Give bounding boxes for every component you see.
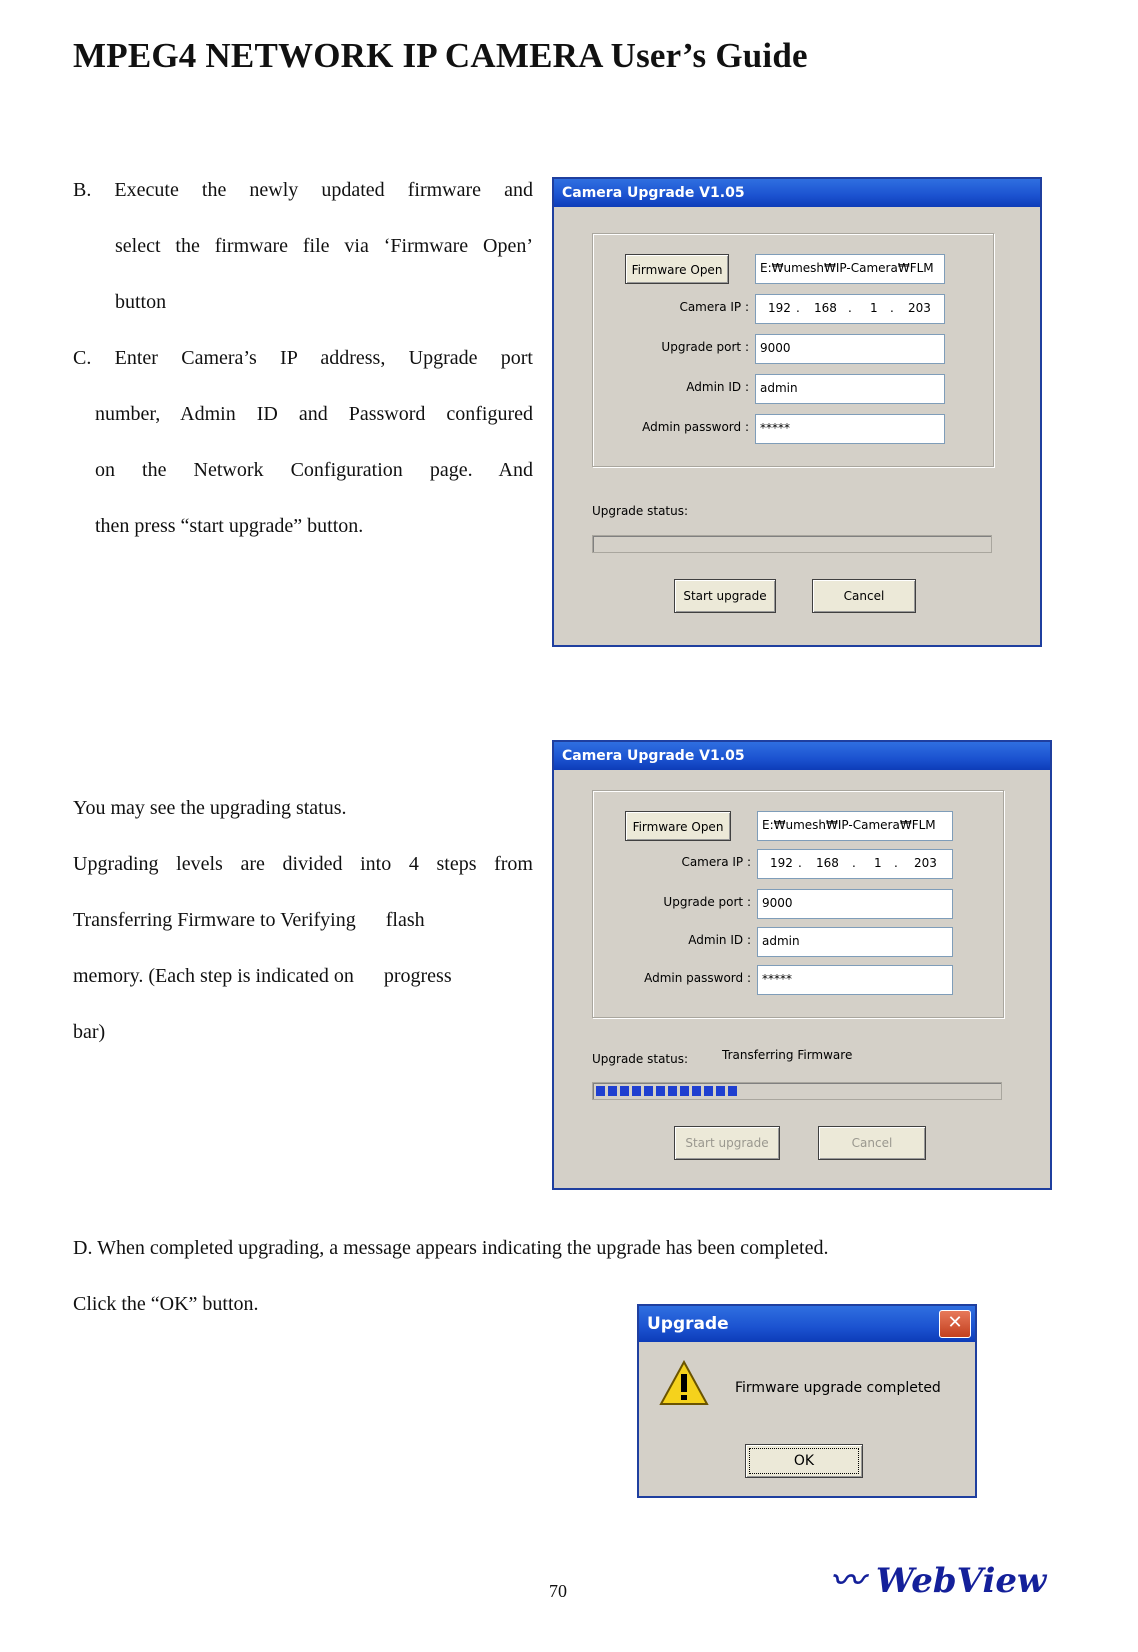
ok-button[interactable]: OK bbox=[745, 1444, 863, 1478]
page-number: 70 bbox=[549, 1581, 567, 1601]
step-d-line-1: D. When completed upgrading, a message appears indicating the upgrade has been completed. bbox=[73, 1237, 829, 1259]
upgrade-port-label-2: Upgrade port : bbox=[663, 895, 751, 909]
ip-octet-3-2: 1 bbox=[874, 856, 882, 870]
logo-text: WebView bbox=[875, 1561, 1047, 1601]
admin-password-label: Admin password : bbox=[642, 420, 749, 434]
camera-ip-label-2: Camera IP : bbox=[681, 855, 751, 869]
upgrade-complete-dialog bbox=[637, 1304, 977, 1498]
cancel-button[interactable]: Cancel bbox=[812, 579, 916, 613]
admin-password-label-2: Admin password : bbox=[644, 971, 751, 985]
warning-icon bbox=[659, 1360, 709, 1406]
step-c-line-2: number, Admin ID and Password configured bbox=[95, 403, 533, 425]
ip-octet-4: 203 bbox=[908, 301, 931, 315]
status-line-4: memory. (Each step is indicated on progress bbox=[73, 965, 452, 987]
status-line-3: Transferring Firmware to Verifying flash bbox=[73, 909, 425, 931]
step-b-line-1: B. Execute the newly updated firmware and bbox=[73, 179, 533, 201]
ip-octet-2: 168 bbox=[814, 301, 837, 315]
upgrade-status-label-2: Upgrade status: bbox=[592, 1052, 689, 1066]
dialog-2-titlebar: Camera Upgrade V1.05 bbox=[554, 742, 1050, 770]
status-line-1: You may see the upgrading status. bbox=[73, 797, 347, 819]
status-line-2: Upgrading levels are divided into 4 steps from bbox=[73, 853, 533, 875]
step-c-line-4: then press “start upgrade” button. bbox=[95, 515, 364, 537]
admin-password-field-2[interactable]: ***** bbox=[757, 965, 953, 995]
status-paragraph bbox=[73, 780, 533, 1060]
close-icon[interactable]: ✕ bbox=[939, 1310, 971, 1338]
start-upgrade-button-2[interactable]: Start upgrade bbox=[674, 1126, 780, 1160]
ip-octet-3: 1 bbox=[870, 301, 878, 315]
admin-id-label-2: Admin ID : bbox=[688, 933, 751, 947]
start-upgrade-button[interactable]: Start upgrade bbox=[674, 579, 776, 613]
upgrade-status-value: Transferring Firmware bbox=[722, 1048, 853, 1062]
upgrade-progress-bar-2 bbox=[592, 1082, 1002, 1100]
step-c-line-3: on the Network Configuration page. And bbox=[95, 459, 533, 481]
camera-ip-field[interactable]: 192 . 168 . 1 . 203 bbox=[755, 294, 945, 324]
step-b-line-3: button bbox=[115, 291, 167, 313]
firmware-path-field-2[interactable]: E:₩umesh₩IP-Camera₩FLM bbox=[757, 811, 953, 841]
upgrade-status-label: Upgrade status: bbox=[592, 504, 689, 518]
step-c-line-1: C. Enter Camera’s IP address, Upgrade port bbox=[73, 347, 533, 369]
firmware-open-button-2[interactable]: Firmware Open bbox=[625, 811, 731, 841]
ip-octet-1: 192 bbox=[768, 301, 791, 315]
upgrade-complete-message: Firmware upgrade completed bbox=[735, 1380, 941, 1396]
upgrade-port-label: Upgrade port : bbox=[661, 340, 749, 354]
admin-id-field-2[interactable]: admin bbox=[757, 927, 953, 957]
step-b-paragraph bbox=[73, 162, 533, 554]
admin-id-field[interactable]: admin bbox=[755, 374, 945, 404]
step-d-line-2: Click the “OK” button. bbox=[73, 1293, 259, 1315]
status-line-5: bar) bbox=[73, 1021, 106, 1043]
webview-logo bbox=[830, 1553, 1046, 1602]
firmware-path-field[interactable]: E:₩umesh₩IP-Camera₩FLM bbox=[755, 254, 945, 284]
upgrade-progress-fill-2 bbox=[596, 1086, 737, 1096]
camera-upgrade-dialog-2 bbox=[552, 740, 1052, 1190]
admin-password-field[interactable]: ***** bbox=[755, 414, 945, 444]
upgrade-port-field[interactable]: 9000 bbox=[755, 334, 945, 364]
step-b-line-2: select the firmware file via ‘Firmware Open’ bbox=[115, 235, 533, 257]
upgrade-progress-bar bbox=[592, 535, 992, 553]
logo-mark-icon: 〰 bbox=[830, 1561, 876, 1601]
dialog-1-settings-group bbox=[592, 233, 994, 467]
cancel-button-2[interactable]: Cancel bbox=[818, 1126, 926, 1160]
firmware-open-button[interactable]: Firmware Open bbox=[625, 254, 729, 284]
camera-ip-label: Camera IP : bbox=[679, 300, 749, 314]
ip-octet-2-2: 168 bbox=[816, 856, 839, 870]
upgrade-port-field-2[interactable]: 9000 bbox=[757, 889, 953, 919]
document-title: MPEG4 NETWORK IP CAMERA User’s Guide bbox=[73, 36, 808, 75]
camera-upgrade-dialog-1 bbox=[552, 177, 1042, 647]
dialog-2-settings-group bbox=[592, 790, 1004, 1018]
camera-ip-field-2[interactable]: 192 . 168 . 1 . 203 bbox=[757, 849, 953, 879]
admin-id-label: Admin ID : bbox=[686, 380, 749, 394]
ip-octet-1-2: 192 bbox=[770, 856, 793, 870]
ip-octet-4-2: 203 bbox=[914, 856, 937, 870]
dialog-1-titlebar: Camera Upgrade V1.05 bbox=[554, 179, 1040, 207]
dialog-3-titlebar: Upgrade bbox=[639, 1306, 975, 1342]
